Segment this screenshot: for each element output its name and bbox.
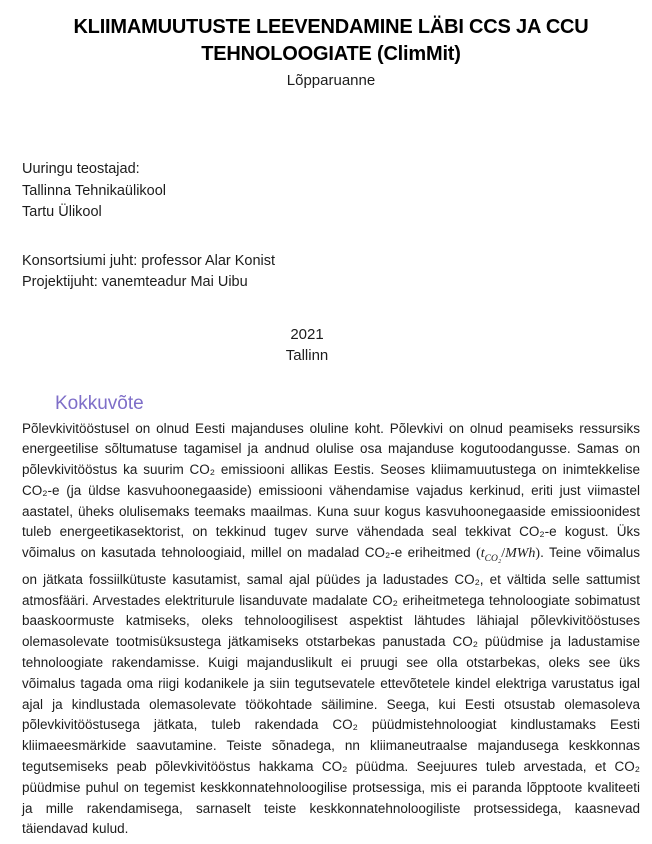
performers-label: Uuringu teostajad: — [22, 161, 140, 177]
leads-section — [22, 251, 640, 294]
performers-section — [22, 159, 640, 224]
formula-slash: / — [501, 546, 506, 562]
formula-variable-t: t — [480, 546, 485, 562]
formula-unit-mwh: MWh — [505, 546, 536, 562]
report-title-line-1: KLIIMAMUUTUSTE LEEVENDAMINE LÄBI CCS JA CCU — [73, 16, 589, 38]
report-subtitle: Lõpparuanne — [286, 72, 376, 89]
formula-subscript-co2: CO₂ — [484, 554, 502, 565]
formula-open-paren: ( — [476, 546, 481, 562]
imprint-city: Tallinn — [285, 347, 329, 364]
imprint-block — [22, 324, 640, 367]
summary-text-part-1: Põlevkivitööstusel on olnud Eesti majanduses oluline koht. Põlevkivi on olnud peamiseks ressursiks energeetilise sõltumatuse tagamisel ja andnud olulise osa majanduse kogutoodangusse. Samas on põlevkivitööstus ka suurim CO₂ emissiooni allikas Eestis. Seoses kliimamuutustega on inimtekkelise CO₂-e (ja üldse kasvuhoonegaaside) emissiooni vähendamise vajadus kerkinud, eriti just viimastel aastatel, üheks olulisemaks teemaks maailmas. Kuna suur kogus kasvuhoonegaaside emissioonidest tuleb energeetikasektorist, on tekkinud tugev surve vähendada seal tekkivat CO₂-e kogust. Üks võimalus on kasutada tehnoloogiaid, millel on madalad CO₂-e eriheitmed — [22, 420, 640, 561]
consortium-lead: Konsortsiumi juht: professor Alar Konist — [22, 252, 276, 269]
report-title-line-2: TEHNOLOOGIATE (ClimMit) — [201, 43, 461, 65]
performer-item: Tallinna Tehnikaülikool — [22, 182, 167, 199]
co2-intensity-formula — [476, 546, 541, 565]
formula-close-paren: ) — [535, 546, 541, 562]
report-title — [22, 14, 640, 68]
project-lead: Projektijuht: vanemteadur Mai Uibu — [22, 274, 248, 290]
imprint-year: 2021 — [290, 325, 324, 343]
summary-paragraph — [22, 419, 640, 841]
performer-item: Tartu Ülikool — [22, 204, 102, 220]
summary-heading: Kokkuvõte — [55, 392, 144, 414]
summary-text-part-2: . Teine võimalus on jätkata fossiilkütuste kasutamist, samal ajal püüdes ja ladustades CO₂, et vältida selle sattumist atmosfääri. Arvestades elektriturule lisanduvate madalate CO₂ eriheitmetega tehnoloogiate sobimatust baaskoormuste katmiseks, oleks tehnoloogilisest aspektist lähtudes lähiajal põlevkivitööstuses olemasolevate tootmisüksustega jätkamiseks otstarbekas panustada CO₂ püüdmise ja ladustamise tehnoloogiate rakendamisse. Kuigi majanduslikult ei pruugi see olla otstarbekas, oleks see üks võimalus tagada oma riigi kodanikele ja siin tegutsevatele ettevõtetele kindel elektriga varustatus igal ajal ja kindlustada olemasolevate töökohtade säilimine. Seega, kui Eesti otsustab olemasoleva põlevkivitööstusega jätkata, tuleb rakendada CO₂ püüdmistehnoloogiat kindlustamaks Eesti kliimaeesmärkide saavutamine. Teiste sõnadega, nn kliimaneutraalse majandusega keskkonnas tegutsemiseks peab põlevkivitööstus hakkama CO₂ püüdma. Seejuures tuleb arvestada, et CO₂ püüdmise puhul on tegemist keskkonnatehnoloogilise protsessiga, mis ei paranda lõpptoote kvaliteeti ja mille rakendamisega, sarnaselt teiste keskkonnatehnoloogiliste protsessidega, kaasnevad täiendavad kulud. — [22, 545, 640, 837]
